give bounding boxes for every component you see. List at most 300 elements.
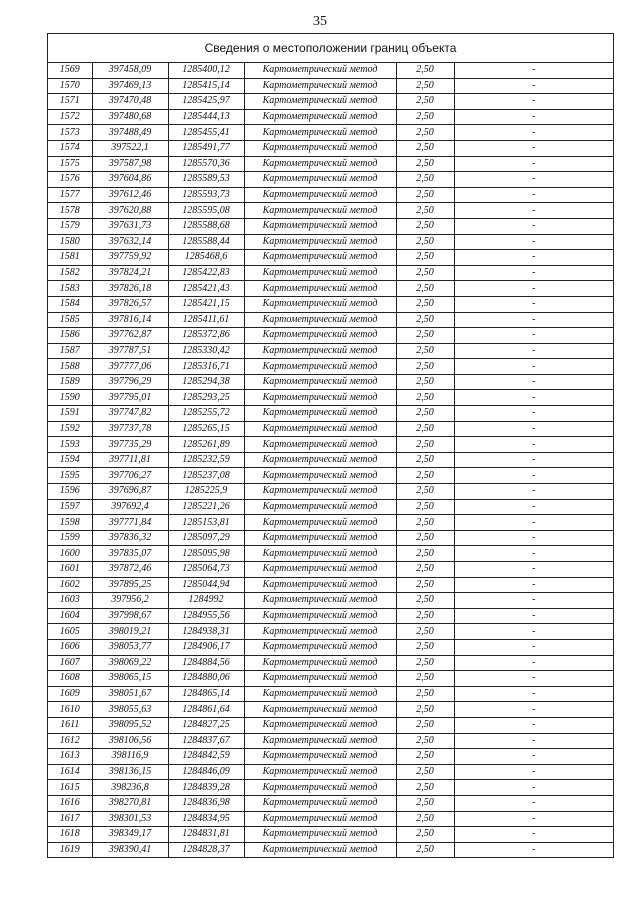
point-number-cell: 1577 [48, 187, 92, 203]
accuracy-cell: 2,50 [396, 374, 454, 390]
note-cell: - [454, 203, 613, 219]
accuracy-cell: 2,50 [396, 733, 454, 749]
table-row [48, 187, 613, 203]
y-coordinate-cell: 1285421,15 [168, 296, 244, 312]
point-number-cell: 1586 [48, 328, 92, 344]
method-cell: Картометрический метод [244, 655, 396, 671]
x-coordinate-cell: 397488,49 [92, 125, 168, 141]
x-coordinate-cell: 397522,1 [92, 140, 168, 156]
table-row [48, 63, 613, 78]
x-coordinate-cell: 397826,18 [92, 281, 168, 297]
note-cell: - [454, 312, 613, 328]
note-cell: - [454, 359, 613, 375]
note-cell: - [454, 187, 613, 203]
point-number-cell: 1581 [48, 250, 92, 266]
table-row [48, 577, 613, 593]
x-coordinate-cell: 397612,46 [92, 187, 168, 203]
table-row [48, 125, 613, 141]
y-coordinate-cell: 1285237,08 [168, 468, 244, 484]
x-coordinate-cell: 397836,32 [92, 530, 168, 546]
table-row [48, 811, 613, 827]
x-coordinate-cell: 397470,48 [92, 94, 168, 110]
note-cell: - [454, 63, 613, 78]
point-number-cell: 1617 [48, 811, 92, 827]
accuracy-cell: 2,50 [396, 468, 454, 484]
y-coordinate-cell: 1285588,44 [168, 234, 244, 250]
point-number-cell: 1608 [48, 671, 92, 687]
table-row [48, 608, 613, 624]
y-coordinate-cell: 1284837,67 [168, 733, 244, 749]
x-coordinate-cell: 397998,67 [92, 608, 168, 624]
x-coordinate-cell: 397631,73 [92, 218, 168, 234]
x-coordinate-cell: 398301,53 [92, 811, 168, 827]
x-coordinate-cell: 397762,87 [92, 328, 168, 344]
y-coordinate-cell: 1285153,81 [168, 515, 244, 531]
y-coordinate-cell: 1284831,81 [168, 827, 244, 843]
table-row [48, 484, 613, 500]
point-number-cell: 1605 [48, 624, 92, 640]
point-number-cell: 1580 [48, 234, 92, 250]
note-cell: - [454, 827, 613, 843]
note-cell: - [454, 749, 613, 765]
note-cell: - [454, 686, 613, 702]
x-coordinate-cell: 397604,86 [92, 172, 168, 188]
note-cell: - [454, 343, 613, 359]
method-cell: Картометрический метод [244, 140, 396, 156]
table-row [48, 203, 613, 219]
boundary-table-sheet [47, 33, 614, 858]
accuracy-cell: 2,50 [396, 281, 454, 297]
accuracy-cell: 2,50 [396, 780, 454, 796]
note-cell: - [454, 234, 613, 250]
point-number-cell: 1611 [48, 717, 92, 733]
x-coordinate-cell: 398390,41 [92, 842, 168, 858]
accuracy-cell: 2,50 [396, 312, 454, 328]
y-coordinate-cell: 1284938,31 [168, 624, 244, 640]
table-row [48, 639, 613, 655]
table-title: Сведения о местоположении границ объекта [48, 34, 613, 63]
accuracy-cell: 2,50 [396, 499, 454, 515]
y-coordinate-cell: 1285422,83 [168, 265, 244, 281]
x-coordinate-cell: 397696,87 [92, 484, 168, 500]
x-coordinate-cell: 397735,29 [92, 437, 168, 453]
accuracy-cell: 2,50 [396, 265, 454, 281]
method-cell: Картометрический метод [244, 281, 396, 297]
table-row [48, 749, 613, 765]
note-cell: - [454, 764, 613, 780]
method-cell: Картометрический метод [244, 577, 396, 593]
note-cell: - [454, 624, 613, 640]
accuracy-cell: 2,50 [396, 421, 454, 437]
x-coordinate-cell: 398349,17 [92, 827, 168, 843]
point-number-cell: 1599 [48, 530, 92, 546]
point-number-cell: 1609 [48, 686, 92, 702]
point-number-cell: 1598 [48, 515, 92, 531]
point-number-cell: 1614 [48, 764, 92, 780]
table-row [48, 702, 613, 718]
note-cell: - [454, 780, 613, 796]
y-coordinate-cell: 1284836,98 [168, 795, 244, 811]
table-row [48, 78, 613, 94]
method-cell: Картометрический метод [244, 374, 396, 390]
table-row [48, 374, 613, 390]
method-cell: Картометрический метод [244, 562, 396, 578]
point-number-cell: 1591 [48, 406, 92, 422]
accuracy-cell: 2,50 [396, 343, 454, 359]
method-cell: Картометрический метод [244, 795, 396, 811]
table-row [48, 421, 613, 437]
method-cell: Картометрический метод [244, 452, 396, 468]
accuracy-cell: 2,50 [396, 562, 454, 578]
x-coordinate-cell: 397796,29 [92, 374, 168, 390]
y-coordinate-cell: 1285570,36 [168, 156, 244, 172]
note-cell: - [454, 109, 613, 125]
accuracy-cell: 2,50 [396, 608, 454, 624]
y-coordinate-cell: 1284827,25 [168, 717, 244, 733]
table-row [48, 795, 613, 811]
method-cell: Картометрический метод [244, 811, 396, 827]
table-row [48, 265, 613, 281]
note-cell: - [454, 437, 613, 453]
y-coordinate-cell: 1285221,26 [168, 499, 244, 515]
y-coordinate-cell: 1284992 [168, 593, 244, 609]
y-coordinate-cell: 1285095,98 [168, 546, 244, 562]
note-cell: - [454, 94, 613, 110]
table-row [48, 764, 613, 780]
table-row [48, 780, 613, 796]
x-coordinate-cell: 397795,01 [92, 390, 168, 406]
note-cell: - [454, 125, 613, 141]
point-number-cell: 1601 [48, 562, 92, 578]
note-cell: - [454, 530, 613, 546]
x-coordinate-cell: 398065,15 [92, 671, 168, 687]
point-number-cell: 1600 [48, 546, 92, 562]
note-cell: - [454, 608, 613, 624]
accuracy-cell: 2,50 [396, 250, 454, 266]
accuracy-cell: 2,50 [396, 515, 454, 531]
y-coordinate-cell: 1285595,08 [168, 203, 244, 219]
method-cell: Картометрический метод [244, 764, 396, 780]
method-cell: Картометрический метод [244, 94, 396, 110]
note-cell: - [454, 577, 613, 593]
point-number-cell: 1615 [48, 780, 92, 796]
note-cell: - [454, 421, 613, 437]
table-row [48, 452, 613, 468]
y-coordinate-cell: 1285491,77 [168, 140, 244, 156]
y-coordinate-cell: 1285225,9 [168, 484, 244, 500]
note-cell: - [454, 842, 613, 858]
x-coordinate-cell: 397824,21 [92, 265, 168, 281]
table-row [48, 686, 613, 702]
method-cell: Картометрический метод [244, 78, 396, 94]
note-cell: - [454, 593, 613, 609]
x-coordinate-cell: 397620,88 [92, 203, 168, 219]
point-number-cell: 1592 [48, 421, 92, 437]
x-coordinate-cell: 398055,63 [92, 702, 168, 718]
method-cell: Картометрический метод [244, 343, 396, 359]
y-coordinate-cell: 1285255,72 [168, 406, 244, 422]
note-cell: - [454, 468, 613, 484]
method-cell: Картометрический метод [244, 499, 396, 515]
method-cell: Картометрический метод [244, 468, 396, 484]
point-number-cell: 1589 [48, 374, 92, 390]
accuracy-cell: 2,50 [396, 234, 454, 250]
method-cell: Картометрический метод [244, 63, 396, 78]
table-row [48, 530, 613, 546]
accuracy-cell: 2,50 [396, 749, 454, 765]
accuracy-cell: 2,50 [396, 764, 454, 780]
method-cell: Картометрический метод [244, 593, 396, 609]
point-number-cell: 1573 [48, 125, 92, 141]
accuracy-cell: 2,50 [396, 125, 454, 141]
point-number-cell: 1595 [48, 468, 92, 484]
table-row [48, 94, 613, 110]
point-number-cell: 1618 [48, 827, 92, 843]
note-cell: - [454, 250, 613, 266]
table-row [48, 655, 613, 671]
y-coordinate-cell: 1284846,09 [168, 764, 244, 780]
method-cell: Картометрический метод [244, 265, 396, 281]
method-cell: Картометрический метод [244, 187, 396, 203]
y-coordinate-cell: 1285468,6 [168, 250, 244, 266]
method-cell: Картометрический метод [244, 702, 396, 718]
table-row [48, 359, 613, 375]
accuracy-cell: 2,50 [396, 624, 454, 640]
accuracy-cell: 2,50 [396, 218, 454, 234]
y-coordinate-cell: 1284955,56 [168, 608, 244, 624]
x-coordinate-cell: 398136,15 [92, 764, 168, 780]
table-row [48, 234, 613, 250]
accuracy-cell: 2,50 [396, 717, 454, 733]
accuracy-cell: 2,50 [396, 530, 454, 546]
note-cell: - [454, 639, 613, 655]
method-cell: Картометрический метод [244, 359, 396, 375]
table-row [48, 671, 613, 687]
method-cell: Картометрический метод [244, 749, 396, 765]
table-row [48, 343, 613, 359]
table-row [48, 250, 613, 266]
note-cell: - [454, 406, 613, 422]
note-cell: - [454, 156, 613, 172]
table-row [48, 328, 613, 344]
method-cell: Картометрический метод [244, 530, 396, 546]
x-coordinate-cell: 397771,84 [92, 515, 168, 531]
y-coordinate-cell: 1285261,89 [168, 437, 244, 453]
x-coordinate-cell: 397706,27 [92, 468, 168, 484]
point-number-cell: 1583 [48, 281, 92, 297]
accuracy-cell: 2,50 [396, 78, 454, 94]
y-coordinate-cell: 1285064,73 [168, 562, 244, 578]
point-number-cell: 1579 [48, 218, 92, 234]
method-cell: Картометрический метод [244, 608, 396, 624]
point-number-cell: 1571 [48, 94, 92, 110]
method-cell: Картометрический метод [244, 328, 396, 344]
table-row [48, 717, 613, 733]
note-cell: - [454, 515, 613, 531]
accuracy-cell: 2,50 [396, 406, 454, 422]
x-coordinate-cell: 397692,4 [92, 499, 168, 515]
point-number-cell: 1582 [48, 265, 92, 281]
point-number-cell: 1616 [48, 795, 92, 811]
x-coordinate-cell: 398019,21 [92, 624, 168, 640]
note-cell: - [454, 795, 613, 811]
x-coordinate-cell: 398106,56 [92, 733, 168, 749]
y-coordinate-cell: 1285588,68 [168, 218, 244, 234]
table-row [48, 140, 613, 156]
table-row [48, 172, 613, 188]
note-cell: - [454, 218, 613, 234]
method-cell: Картометрический метод [244, 484, 396, 500]
x-coordinate-cell: 397872,46 [92, 562, 168, 578]
point-number-cell: 1575 [48, 156, 92, 172]
table-row [48, 406, 613, 422]
note-cell: - [454, 811, 613, 827]
method-cell: Картометрический метод [244, 671, 396, 687]
note-cell: - [454, 390, 613, 406]
point-number-cell: 1588 [48, 359, 92, 375]
y-coordinate-cell: 1284861,64 [168, 702, 244, 718]
accuracy-cell: 2,50 [396, 359, 454, 375]
y-coordinate-cell: 1285232,59 [168, 452, 244, 468]
accuracy-cell: 2,50 [396, 94, 454, 110]
coordinates-table [48, 63, 613, 858]
point-number-cell: 1619 [48, 842, 92, 858]
method-cell: Картометрический метод [244, 390, 396, 406]
note-cell: - [454, 296, 613, 312]
y-coordinate-cell: 1284842,59 [168, 749, 244, 765]
accuracy-cell: 2,50 [396, 593, 454, 609]
accuracy-cell: 2,50 [396, 795, 454, 811]
x-coordinate-cell: 397458,09 [92, 63, 168, 78]
table-row [48, 624, 613, 640]
note-cell: - [454, 172, 613, 188]
point-number-cell: 1610 [48, 702, 92, 718]
table-row [48, 437, 613, 453]
method-cell: Картометрический метод [244, 780, 396, 796]
point-number-cell: 1593 [48, 437, 92, 453]
method-cell: Картометрический метод [244, 733, 396, 749]
y-coordinate-cell: 1285589,53 [168, 172, 244, 188]
y-coordinate-cell: 1285316,71 [168, 359, 244, 375]
accuracy-cell: 2,50 [396, 671, 454, 687]
table-row [48, 218, 613, 234]
accuracy-cell: 2,50 [396, 172, 454, 188]
table-row [48, 515, 613, 531]
method-cell: Картометрический метод [244, 172, 396, 188]
table-row [48, 312, 613, 328]
accuracy-cell: 2,50 [396, 140, 454, 156]
x-coordinate-cell: 397587,98 [92, 156, 168, 172]
table-row [48, 109, 613, 125]
y-coordinate-cell: 1285097,29 [168, 530, 244, 546]
x-coordinate-cell: 397816,14 [92, 312, 168, 328]
y-coordinate-cell: 1285372,86 [168, 328, 244, 344]
table-row [48, 156, 613, 172]
method-cell: Картометрический метод [244, 515, 396, 531]
x-coordinate-cell: 397711,81 [92, 452, 168, 468]
method-cell: Картометрический метод [244, 406, 396, 422]
x-coordinate-cell: 397835,07 [92, 546, 168, 562]
accuracy-cell: 2,50 [396, 686, 454, 702]
note-cell: - [454, 281, 613, 297]
y-coordinate-cell: 1284906,17 [168, 639, 244, 655]
y-coordinate-cell: 1285265,15 [168, 421, 244, 437]
method-cell: Картометрический метод [244, 624, 396, 640]
point-number-cell: 1572 [48, 109, 92, 125]
method-cell: Картометрический метод [244, 717, 396, 733]
accuracy-cell: 2,50 [396, 546, 454, 562]
table-row [48, 281, 613, 297]
method-cell: Картометрический метод [244, 296, 396, 312]
y-coordinate-cell: 1285294,38 [168, 374, 244, 390]
note-cell: - [454, 374, 613, 390]
accuracy-cell: 2,50 [396, 437, 454, 453]
point-number-cell: 1569 [48, 63, 92, 78]
y-coordinate-cell: 1285593,73 [168, 187, 244, 203]
point-number-cell: 1585 [48, 312, 92, 328]
point-number-cell: 1584 [48, 296, 92, 312]
accuracy-cell: 2,50 [396, 702, 454, 718]
coordinates-table-body [48, 63, 613, 858]
note-cell: - [454, 452, 613, 468]
method-cell: Картометрический метод [244, 421, 396, 437]
table-row [48, 827, 613, 843]
y-coordinate-cell: 1284828,37 [168, 842, 244, 858]
table-row [48, 468, 613, 484]
x-coordinate-cell: 398116,9 [92, 749, 168, 765]
table-row [48, 733, 613, 749]
y-coordinate-cell: 1284884,56 [168, 655, 244, 671]
point-number-cell: 1594 [48, 452, 92, 468]
accuracy-cell: 2,50 [396, 484, 454, 500]
y-coordinate-cell: 1285421,43 [168, 281, 244, 297]
accuracy-cell: 2,50 [396, 842, 454, 858]
method-cell: Картометрический метод [244, 312, 396, 328]
accuracy-cell: 2,50 [396, 296, 454, 312]
point-number-cell: 1590 [48, 390, 92, 406]
x-coordinate-cell: 397787,51 [92, 343, 168, 359]
x-coordinate-cell: 398053,77 [92, 639, 168, 655]
y-coordinate-cell: 1284834,95 [168, 811, 244, 827]
method-cell: Картометрический метод [244, 218, 396, 234]
x-coordinate-cell: 398236,8 [92, 780, 168, 796]
x-coordinate-cell: 397469,13 [92, 78, 168, 94]
method-cell: Картометрический метод [244, 639, 396, 655]
accuracy-cell: 2,50 [396, 577, 454, 593]
point-number-cell: 1570 [48, 78, 92, 94]
accuracy-cell: 2,50 [396, 156, 454, 172]
y-coordinate-cell: 1284880,06 [168, 671, 244, 687]
table-row [48, 296, 613, 312]
y-coordinate-cell: 1285330,42 [168, 343, 244, 359]
table-row [48, 562, 613, 578]
accuracy-cell: 2,50 [396, 639, 454, 655]
note-cell: - [454, 78, 613, 94]
point-number-cell: 1576 [48, 172, 92, 188]
method-cell: Картометрический метод [244, 203, 396, 219]
table-row [48, 546, 613, 562]
method-cell: Картометрический метод [244, 842, 396, 858]
method-cell: Картометрический метод [244, 156, 396, 172]
table-row [48, 499, 613, 515]
accuracy-cell: 2,50 [396, 109, 454, 125]
point-number-cell: 1596 [48, 484, 92, 500]
x-coordinate-cell: 397826,57 [92, 296, 168, 312]
note-cell: - [454, 546, 613, 562]
point-number-cell: 1578 [48, 203, 92, 219]
x-coordinate-cell: 398069,22 [92, 655, 168, 671]
method-cell: Картометрический метод [244, 125, 396, 141]
